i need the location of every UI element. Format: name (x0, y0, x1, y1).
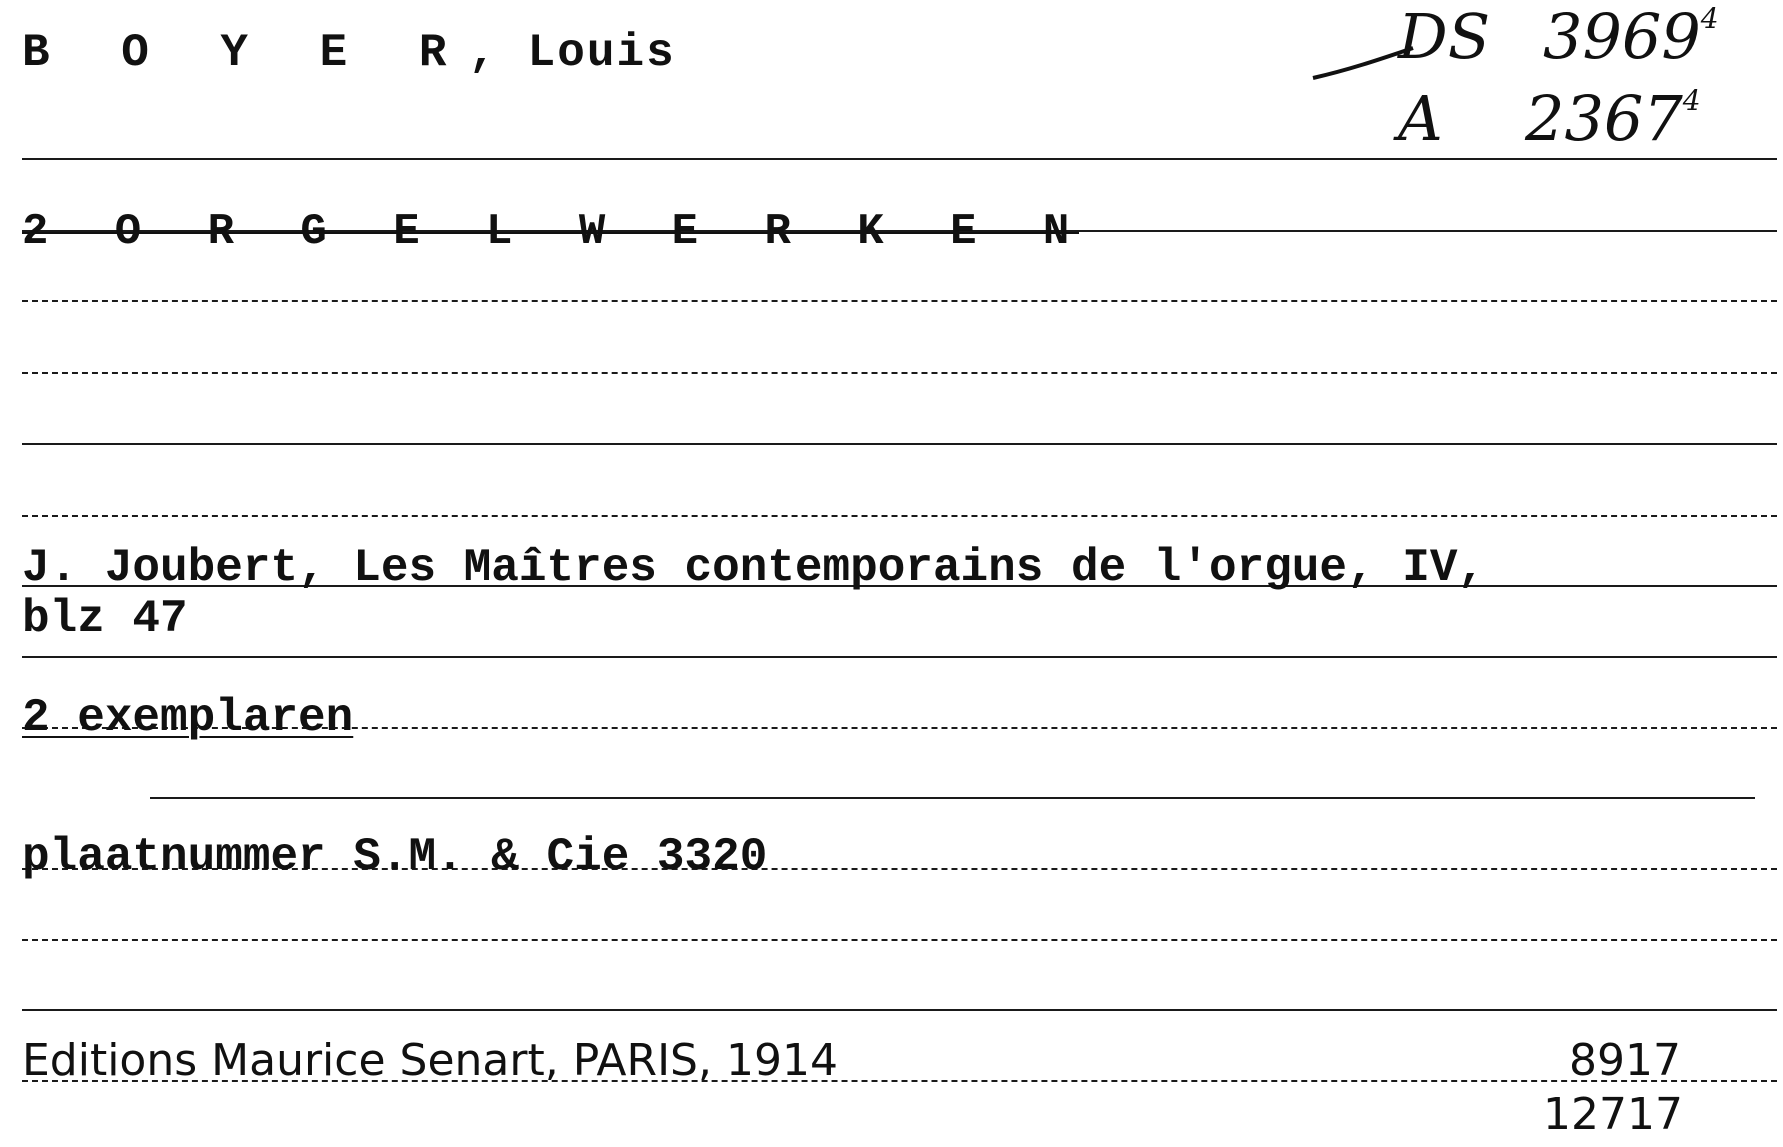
author-separator: , (468, 27, 499, 79)
call-mark-number-2-sup: 4 (1682, 84, 1701, 118)
rule-line (22, 1009, 1777, 1011)
work-title-text: 2 O R G E L W E R K E N (22, 207, 1090, 257)
source-reference-line1: J. Joubert, Les Maîtres contemporains de l'orgue, IV, (22, 542, 1486, 594)
author-surname: B O Y E R (22, 27, 469, 79)
call-mark-prefix-a: A (1398, 82, 1443, 155)
rule-line (22, 300, 1777, 302)
accession-number-2: 12717 (1543, 1089, 1683, 1140)
rule-line (22, 443, 1777, 445)
rule-line (22, 515, 1777, 517)
rule-line (22, 372, 1777, 374)
author-forename: Louis (527, 27, 676, 79)
source-reference-line2: blz 47 (22, 593, 188, 645)
publisher-imprint: Editions Maurice Senart, PARIS, 1914 (22, 1035, 838, 1086)
rule-line (150, 797, 1755, 799)
call-mark-number-2-value: 2367 (1525, 82, 1683, 155)
title-strikethrough (22, 232, 1079, 234)
work-title (22, 207, 1090, 257)
rule-line (22, 656, 1777, 658)
plate-number: plaatnummer S.M. & Cie 3320 (22, 831, 768, 883)
call-mark-number-2 (1525, 82, 1701, 155)
copies-note: 2 exemplaren (22, 692, 354, 744)
author-heading (22, 27, 676, 79)
call-mark-number-1 (1543, 0, 1719, 73)
rule-line (22, 939, 1777, 941)
rule-line (22, 158, 1777, 160)
call-mark-prefix-ds: DS (1398, 0, 1491, 73)
accession-number-1: 8917 (1569, 1035, 1681, 1086)
call-mark-number-1-value: 3969 (1543, 0, 1701, 73)
call-mark-number-1-sup: 4 (1700, 2, 1719, 36)
